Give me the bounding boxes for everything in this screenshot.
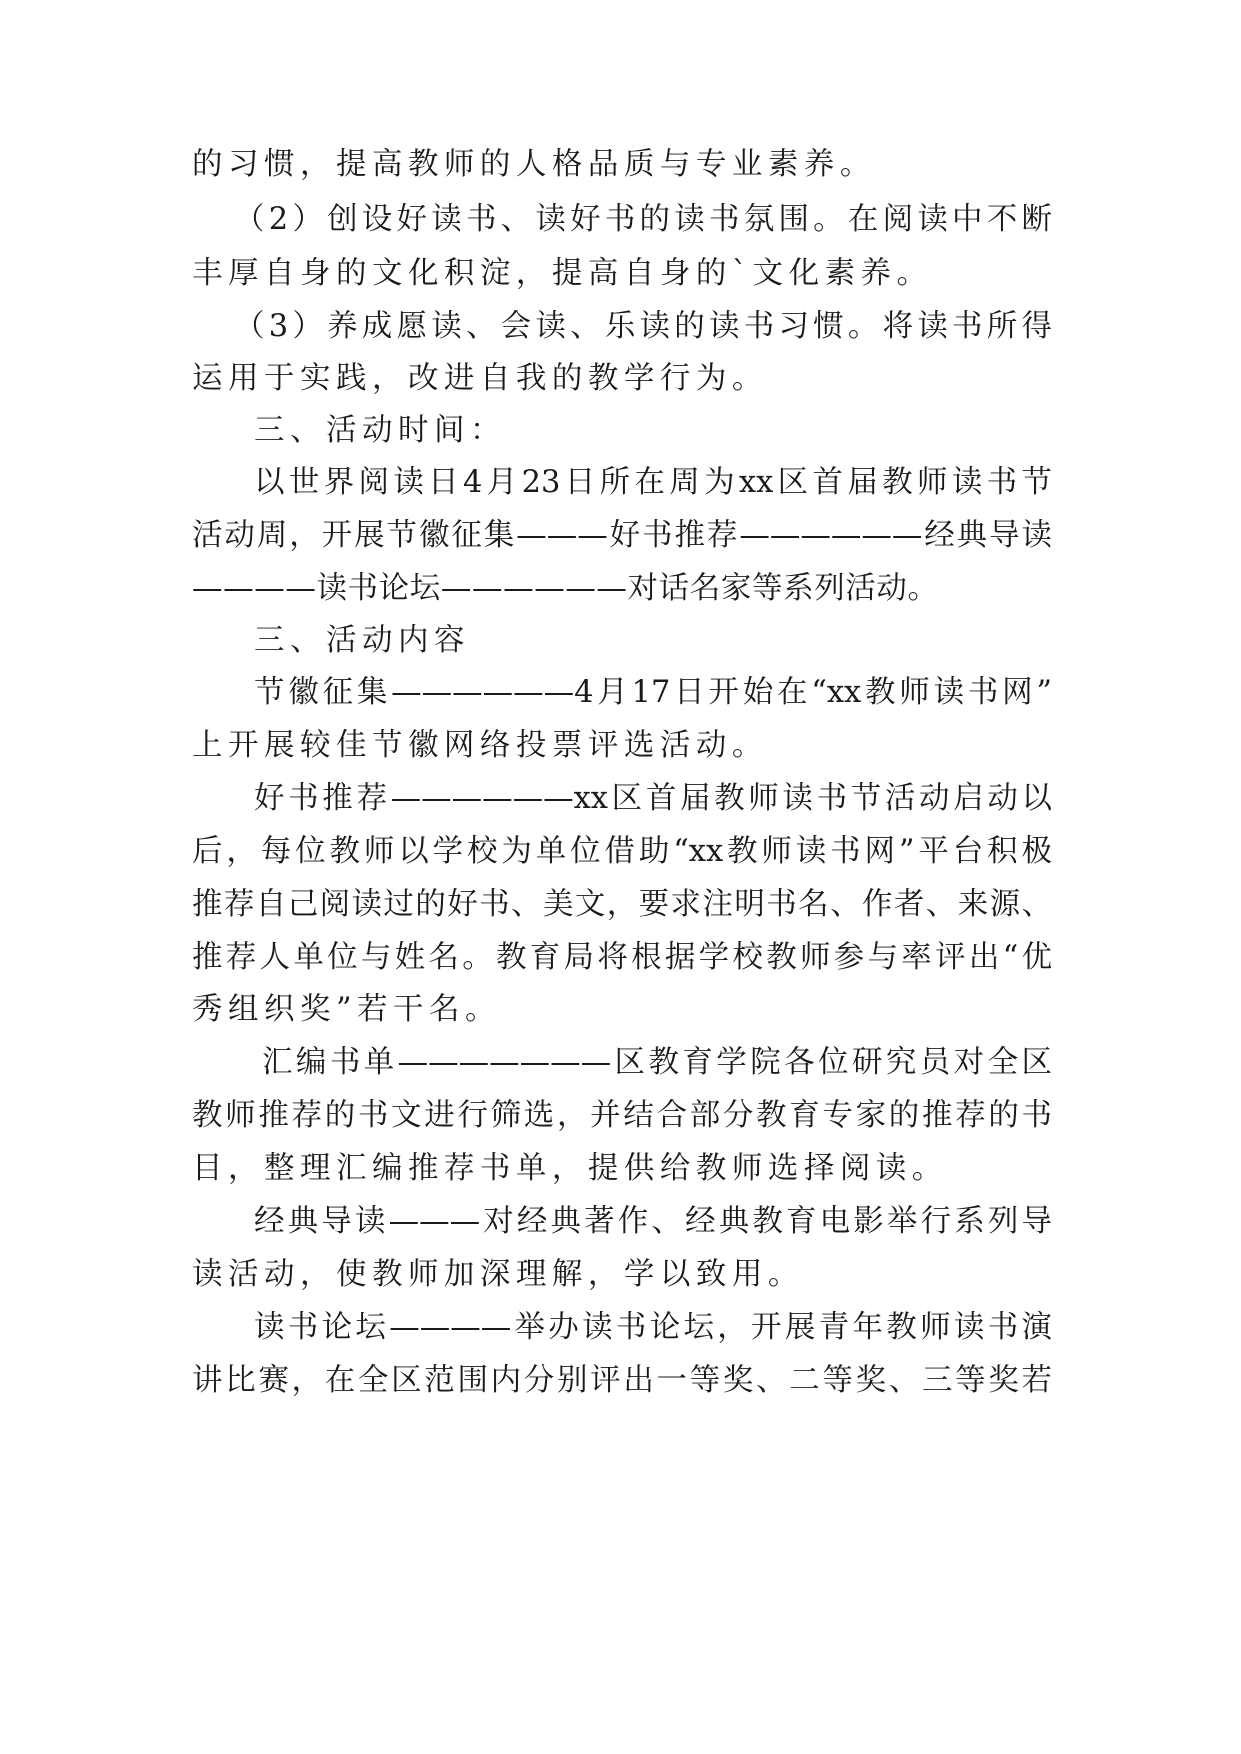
text-line: 节徽征集——————4月17日开始在“xx教师读书网” — [254, 675, 1052, 710]
text-line: 的习惯，提高教师的人格品质与专业素养。 — [192, 147, 876, 182]
text-line: 目，整理汇编推荐书单，提供给教师选择阅读。 — [192, 1151, 948, 1186]
text-line: 活动周，开展节徽征集———好书推荐——————经典导读 — [192, 518, 1052, 553]
text-line: 以世界阅读日4月23日所在周为xx区首届教师读书节 — [254, 465, 1052, 500]
text-line: 经典导读———对经典著作、经典教育电影举行系列导 — [254, 1204, 1052, 1239]
text-line: 运用于实践，改进自我的教学行为。 — [192, 361, 768, 396]
text-line: 推荐自己阅读过的好书、美文，要求注明书名、作者、来源、 — [192, 887, 1052, 922]
text-line: 好书推荐——————xx区首届教师读书节活动启动以 — [254, 781, 1052, 816]
text-line: （2）创设好读书、读好书的读书氛围。在阅读中不断 — [234, 202, 1052, 237]
text-line: 读活动，使教师加深理解，学以致用。 — [192, 1257, 804, 1292]
text-line: ————读书论坛——————对话名家等系列活动。 — [192, 571, 939, 606]
text-line: 讲比赛，在全区范围内分别评出一等奖、二等奖、三等奖若 — [192, 1363, 1052, 1398]
text-line: （3）养成愿读、会读、乐读的读书习惯。将读书所得 — [234, 309, 1052, 344]
text-line: 秀组织奖”若干名。 — [192, 992, 502, 1027]
text-line: 读书论坛————举办读书论坛，开展青年教师读书演 — [254, 1310, 1052, 1345]
text-line: 汇编书单———————区教育学院各位研究员对全区 — [262, 1045, 1052, 1080]
text-line: 上开展较佳节徽网络投票评选活动。 — [192, 728, 768, 763]
text-line: 推荐人单位与姓名。教育局将根据学校教师参与率评出“优 — [192, 940, 1052, 975]
section-heading: 三、活动时间： — [254, 413, 506, 448]
section-heading: 三、活动内容 — [254, 623, 470, 658]
text-line: 后，每位教师以学校为单位借助“xx教师读书网”平台积极 — [192, 834, 1052, 869]
text-line: 教师推荐的书文进行筛选，并结合部分教育专家的推荐的书 — [192, 1098, 1052, 1133]
text-line: 丰厚自身的文化积淀，提高自身的`文化素养。 — [192, 256, 933, 291]
